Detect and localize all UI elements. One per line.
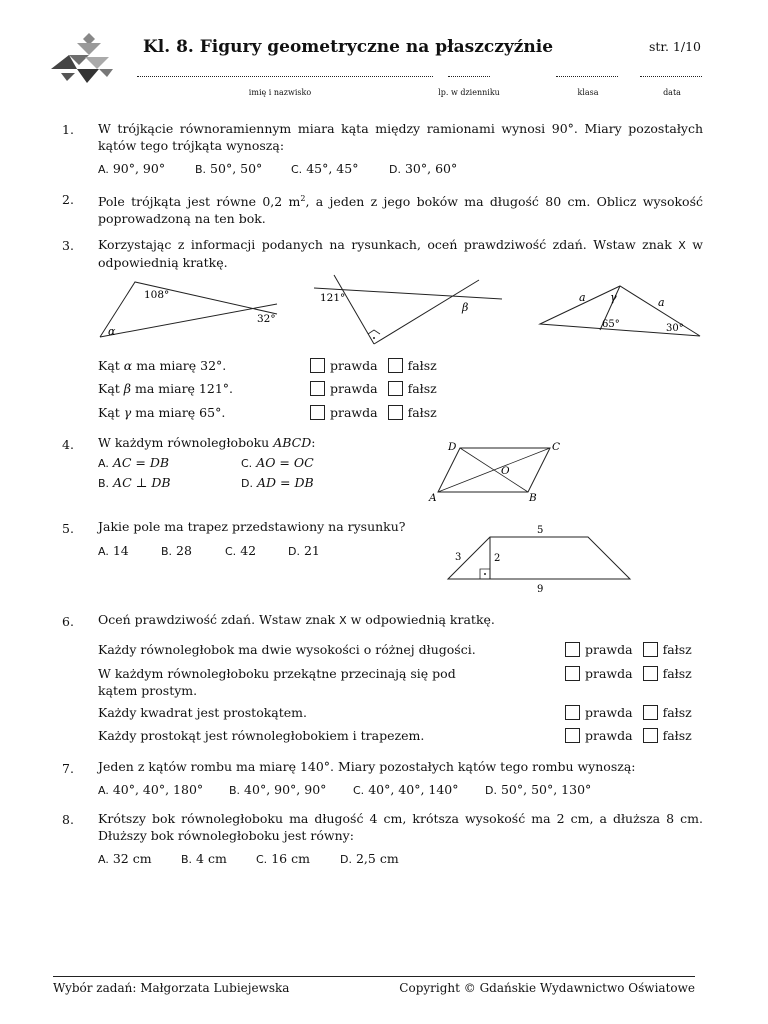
q5-trapezoid-figure <box>440 522 640 597</box>
question-6-number: 6. <box>62 614 74 629</box>
q3-f1-label-32: 32° <box>257 313 276 325</box>
q5-option-a[interactable]: A. 14 <box>98 543 129 558</box>
name-field-line <box>137 76 433 77</box>
question-2-number: 2. <box>62 192 74 207</box>
q3-s1-true-checkbox[interactable] <box>310 358 325 373</box>
q7-option-a[interactable]: A. 40°, 40°, 180° <box>98 782 204 797</box>
q3-f3-label-a-right: a <box>658 296 665 309</box>
page-number: str. 1/10 <box>648 39 701 54</box>
question-8-text: Krótszy bok równoległoboku ma długość 4 cm, krótsza wysokość ma 2 cm, a dłuższa 8 cm. Dłuższy bok równoległoboku jest równy: <box>98 811 703 843</box>
q8-option-c[interactable]: C. 16 cm <box>256 851 310 866</box>
tangram-logo-icon <box>47 33 117 93</box>
date-field-label: data <box>663 88 681 97</box>
q6-answer-4: prawda fałsz <box>565 728 692 743</box>
q6-s1-true-checkbox[interactable] <box>565 642 580 657</box>
q5-option-c[interactable]: C. 42 <box>225 543 257 558</box>
q6-statement-2: W każdym równoległoboku przekątne przecinają się pod kątem prostym. <box>98 666 456 698</box>
q1-option-b[interactable]: B. 50°, 50° <box>195 161 263 176</box>
question-4-text: W każdym równoległoboku ABCD: <box>98 435 316 450</box>
q3-statement-1: Kąt α ma miarę 32°. <box>98 358 227 373</box>
q3-f1-label-alpha: α <box>108 325 116 338</box>
question-8-number: 8. <box>62 812 74 827</box>
q4-label-b: B <box>529 492 537 504</box>
q3-answer-3: prawda fałsz <box>310 405 437 420</box>
question-6-text: Oceń prawdziwość zdań. Wstaw znak X w odpowiednią kratkę. <box>98 612 495 627</box>
q5-label-top: 5 <box>537 525 544 536</box>
q6-s3-true-checkbox[interactable] <box>565 705 580 720</box>
q1-option-a[interactable]: A. 90°, 90° <box>98 161 166 176</box>
class-field-line <box>556 76 618 77</box>
q6-statement-3: Każdy kwadrat jest prostokątem. <box>98 705 307 720</box>
q1-option-d[interactable]: D. 30°, 60° <box>389 161 458 176</box>
q3-s3-true-checkbox[interactable] <box>310 405 325 420</box>
q4-option-a[interactable]: A. AC = DB <box>98 455 170 470</box>
footer-copyright: Copyright © Gdańskie Wydawnictwo Oświatowe <box>399 981 695 995</box>
class-number-field-label: lp. w dzienniku <box>438 88 500 97</box>
q6-statement-4: Każdy prostokąt jest równoległobokiem i trapezem. <box>98 728 425 743</box>
q4-parallelogram-figure <box>428 438 568 508</box>
q4-label-o: O <box>501 465 510 477</box>
q3-answer-1: prawda fałsz <box>310 358 437 373</box>
q8-option-a[interactable]: A. 32 cm <box>98 851 152 866</box>
q5-label-height: 2 <box>494 553 501 564</box>
date-field-line <box>640 76 702 77</box>
footer-author: Wybór zadań: Małgorzata Lubiejewska <box>53 981 290 995</box>
q6-s4-false-checkbox[interactable] <box>643 728 658 743</box>
q4-label-a: A <box>429 492 437 504</box>
question-4-number: 4. <box>62 437 74 452</box>
q1-option-c[interactable]: C. 45°, 45° <box>291 161 359 176</box>
question-1-text: W trójkącie równoramiennym miara kąta między ramionami wynosi 90°. Miary pozostałych kątów tego trójkąta wynoszą: <box>98 121 703 153</box>
question-7-text: Jeden z kątów rombu ma miarę 140°. Miary pozostałych kątów tego rombu wynoszą: <box>98 759 636 774</box>
q4-option-d[interactable]: D. AD = DB <box>241 475 314 490</box>
q3-s2-true-checkbox[interactable] <box>310 381 325 396</box>
question-5-number: 5. <box>62 521 74 536</box>
q3-f3-label-gamma: γ <box>610 291 617 304</box>
q5-label-base: 9 <box>537 584 544 595</box>
q7-option-c[interactable]: C. 40°, 40°, 140° <box>353 782 459 797</box>
q3-s2-false-checkbox[interactable] <box>388 381 403 396</box>
question-2-text: Pole trójkąta jest równe 0,2 $m^2$, a jeden z jego boków ma długość 80 cm. Oblicz wysokość poprowadzoną na ten bok. <box>98 194 703 227</box>
q3-s1-false-checkbox[interactable] <box>388 358 403 373</box>
q3-statement-3: Kąt γ ma miarę 65°. <box>98 405 226 420</box>
q6-s1-false-checkbox[interactable] <box>643 642 658 657</box>
class-number-field-line <box>448 76 490 77</box>
q3-figure-3 <box>538 284 708 354</box>
class-field-label: klasa <box>577 88 599 97</box>
q8-option-b[interactable]: B. 4 cm <box>181 851 227 866</box>
q4-label-d: D <box>448 441 457 453</box>
q3-f1-label-108: 108° <box>144 289 170 301</box>
q4-option-c[interactable]: C. AO = OC <box>241 455 314 470</box>
question-3-number: 3. <box>62 238 74 253</box>
question-7-number: 7. <box>62 761 74 776</box>
page-title: Kl. 8. Figury geometryczne na płaszczyźnie <box>143 37 554 57</box>
q3-f3-label-30: 30° <box>666 323 684 334</box>
q3-figure-1 <box>95 272 285 352</box>
question-3-text: Korzystając z informacji podanych na rysunkach, oceń prawdziwość zdań. Wstaw znak X w odpowiednią kratkę. <box>98 237 703 270</box>
q3-f2-label-beta: β <box>462 301 469 314</box>
q5-option-d[interactable]: D. 21 <box>288 543 320 558</box>
question-1-number: 1. <box>62 122 74 137</box>
q3-f3-label-65: 65° <box>602 319 620 330</box>
q7-option-d[interactable]: D. 50°, 50°, 130° <box>485 782 592 797</box>
q6-s3-false-checkbox[interactable] <box>643 705 658 720</box>
q4-option-b[interactable]: B. AC ⊥ DB <box>98 475 171 490</box>
q3-figure-2 <box>314 272 514 352</box>
q3-statement-2: Kąt β ma miarę 121°. <box>98 381 234 396</box>
q8-option-d[interactable]: D. 2,5 cm <box>340 851 399 866</box>
q3-f2-label-121: 121° <box>320 292 346 304</box>
q6-answer-1: prawda fałsz <box>565 642 692 657</box>
q3-s3-false-checkbox[interactable] <box>388 405 403 420</box>
q3-answer-2: prawda fałsz <box>310 381 437 396</box>
q4-label-c: C <box>552 441 561 453</box>
name-field-label: imię i nazwisko <box>248 88 312 97</box>
q6-answer-3: prawda fałsz <box>565 705 692 720</box>
q6-s4-true-checkbox[interactable] <box>565 728 580 743</box>
q6-statement-1: Każdy równoległobok ma dwie wysokości o różnej długości. <box>98 642 476 657</box>
q3-f3-label-a-left: a <box>579 291 586 304</box>
q6-answer-2: prawda fałsz <box>565 666 692 681</box>
q6-s2-true-checkbox[interactable] <box>565 666 580 681</box>
footer-divider <box>53 976 695 977</box>
q5-label-side: 3 <box>455 552 462 563</box>
q7-option-b[interactable]: B. 40°, 90°, 90° <box>229 782 327 797</box>
q5-option-b[interactable]: B. 28 <box>161 543 192 558</box>
q6-s2-false-checkbox[interactable] <box>643 666 658 681</box>
question-5-text: Jakie pole ma trapez przedstawiony na rysunku? <box>98 519 406 534</box>
